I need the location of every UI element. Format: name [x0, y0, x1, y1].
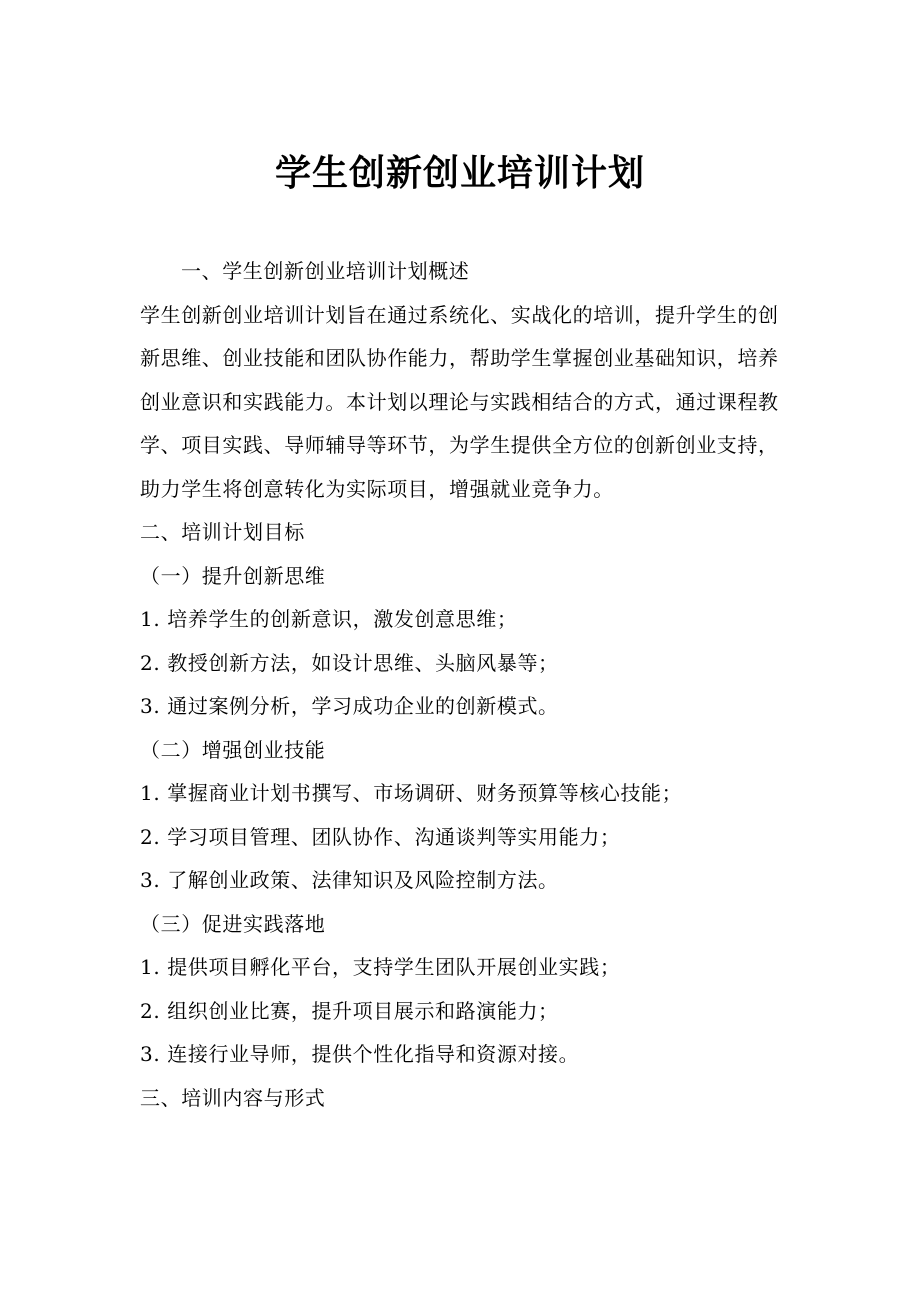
list-item: 3. 通过案例分析，学习成功企业的创新模式。 — [140, 694, 559, 718]
document-body — [140, 250, 780, 1120]
list-item: 2. 教授创新方法，如设计思维、头脑风暴等； — [140, 650, 559, 675]
overview-paragraph: 学生创新创业培训计划旨在通过系统化、实战化的培训，提升学生的创新思维、创业技能和团队协作能力，帮助学生掌握创业基础知识，培养创业意识和实践能力。本计划以理论与实践相结合的方式，通过课程教学、项目实践、导师辅导等环节，为学生提供全方位的创新创业支持，助力学生将创意转化为实际项目，增强就业竞争力。 — [140, 302, 779, 501]
list-item: 2. 组织创业比赛，提升项目展示和路演能力； — [140, 998, 559, 1023]
section-heading-content: 三、培训内容与形式 — [140, 1085, 326, 1110]
subsection-heading-innovation: （一）提升创新思维 — [140, 563, 326, 588]
list-item: 1. 提供项目孵化平台，支持学生团队开展创业实践； — [140, 955, 621, 979]
subsection-heading-skills: （二）增强创业技能 — [140, 737, 326, 762]
subsection-heading-practice: （三）促进实践落地 — [140, 911, 326, 936]
section-heading-overview: 一、学生创新创业培训计划概述 — [181, 259, 470, 283]
list-item: 3. 了解创业政策、法律知识及风险控制方法。 — [140, 868, 559, 892]
list-item: 1. 培养学生的创新意识，激发创意思维； — [140, 607, 518, 631]
document-title: 学生创新创业培训计划 — [274, 153, 645, 194]
list-item: 2. 学习项目管理、团队协作、沟通谈判等实用能力； — [140, 824, 621, 849]
list-item: 3. 连接行业导师，提供个性化指导和资源对接。 — [140, 1042, 580, 1066]
section-heading-goals: 二、培训计划目标 — [140, 520, 305, 544]
list-item: 1. 掌握商业计划书撰写、市场调研、财务预算等核心技能； — [140, 781, 683, 805]
